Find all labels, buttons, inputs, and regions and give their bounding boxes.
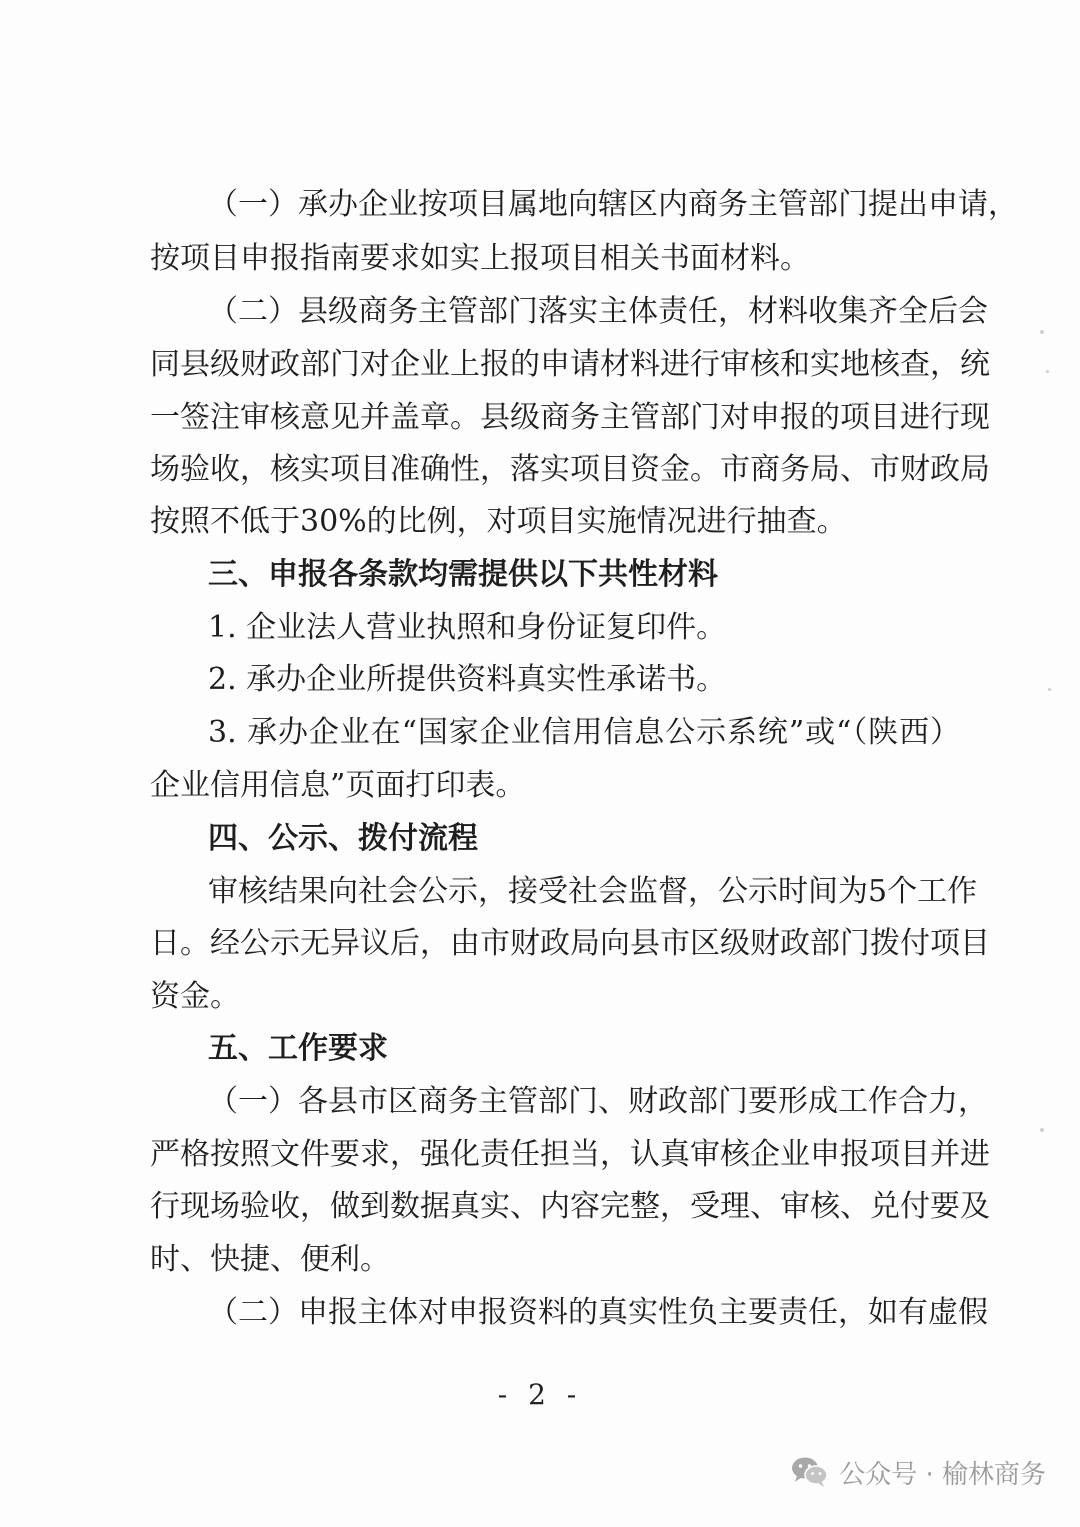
para-line: （二）县级商务主管部门落实主体责任，材料收集齐全后会 — [208, 294, 988, 329]
watermark-text: 公众号 · 榆林商务 — [839, 1459, 1046, 1490]
para-line: 审核结果向社会公示，接受社会监督，公示时间为5个工作 — [208, 874, 978, 909]
scan-speck — [1048, 688, 1051, 691]
page-number: - 2 - — [497, 1378, 583, 1411]
scan-speck — [1040, 330, 1044, 334]
scan-speck — [1040, 1128, 1044, 1132]
para-line: 按照不低于30%的比例，对项目实施情况进行抽查。 — [150, 504, 847, 539]
wechat-watermark — [791, 1452, 1046, 1492]
list-item: 3. 承办企业在“国家企业信用信息公示系统”或“（陕西） — [208, 715, 960, 750]
para-line: 严格按照文件要求，强化责任担当，认真审核企业申报项目并进 — [150, 1137, 990, 1172]
wechat-icon — [791, 1456, 829, 1488]
para-line: 日。经公示无异议后，由市财政局向县市区级财政部门拨付项目 — [150, 926, 990, 961]
list-item: 2. 承办企业所提供资料真实性承诺书。 — [208, 662, 727, 697]
para-line: 时、快捷、便利。 — [150, 1242, 390, 1277]
para-line: （二）申报主体对申报资料的真实性负主要责任，如有虚假 — [208, 1295, 988, 1330]
para-line: 按项目申报指南要求如实上报项目相关书面材料。 — [150, 241, 810, 276]
para-line: 资金。 — [150, 979, 240, 1014]
section-heading: 四、公示、拨付流程 — [208, 821, 478, 856]
para-line: （一）各县市区商务主管部门、财政部门要形成工作合力， — [208, 1084, 988, 1119]
scan-speck — [1046, 370, 1049, 373]
list-item: 1. 企业法人营业执照和身份证复印件。 — [208, 610, 727, 645]
para-line: 一签注审核意见并盖章。县级商务主管部门对申报的项目进行现 — [150, 400, 990, 435]
para-line: 场验收，核实项目准确性，落实项目资金。市商务局、市财政局 — [150, 452, 990, 487]
section-heading: 五、工作要求 — [208, 1031, 388, 1066]
section-heading: 三、申报各条款均需提供以下共性材料 — [208, 557, 718, 592]
para-line: （一）承办企业按项目属地向辖区内商务主管部门提出申请， — [208, 187, 1018, 222]
para-line: 行现场验收，做到数据真实、内容完整，受理、审核、兑付要及 — [150, 1189, 990, 1224]
list-item: 企业信用信息”页面打印表。 — [150, 768, 526, 803]
para-line: 同县级财政部门对企业上报的申请材料进行审核和实地核查，统 — [150, 347, 990, 382]
